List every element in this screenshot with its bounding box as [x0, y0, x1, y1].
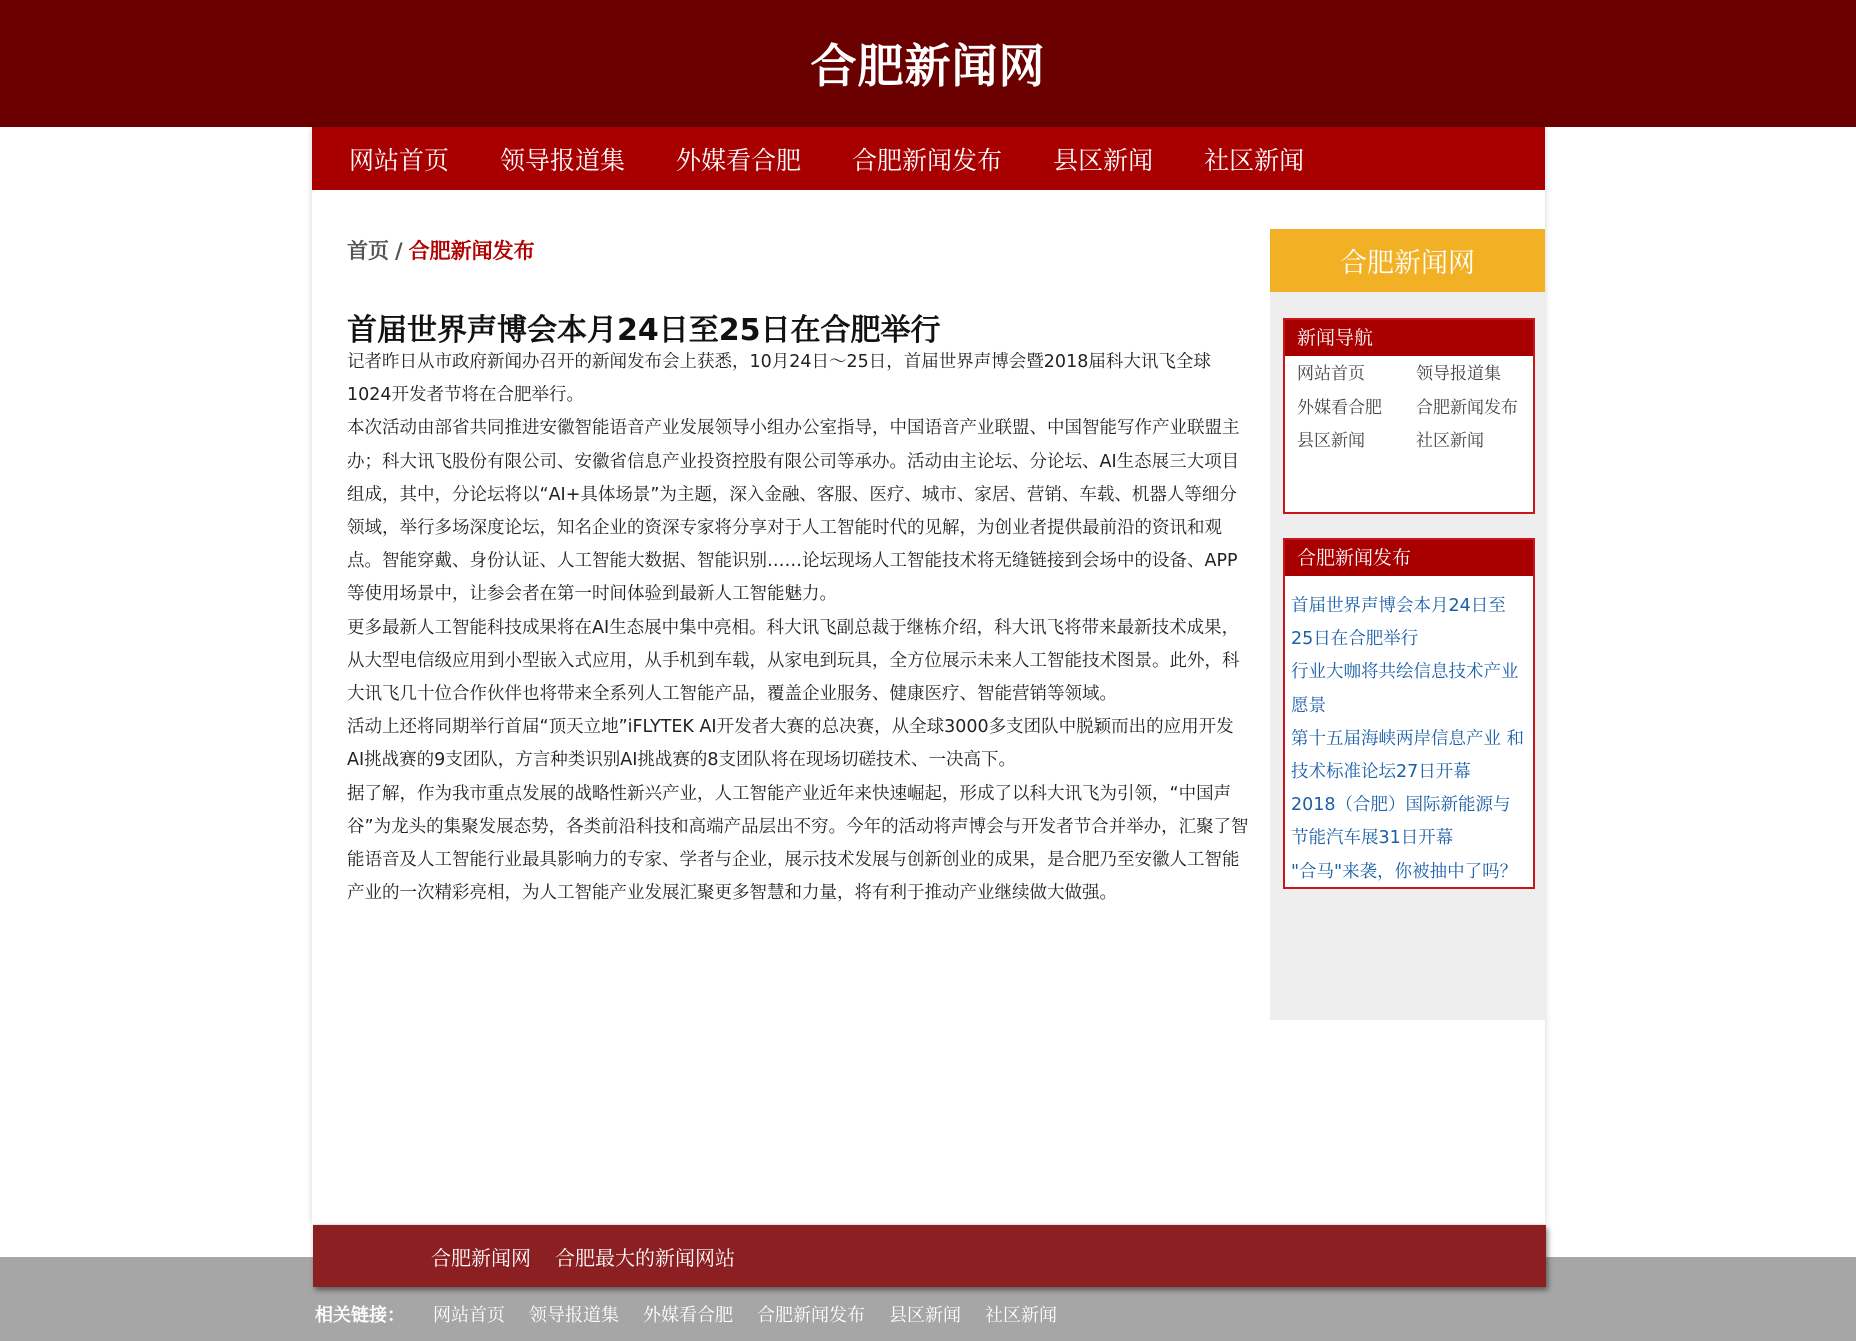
sidebar-nav-home[interactable]: 网站首页 [1297, 364, 1365, 384]
related-link-news-release[interactable]: 合肥新闻发布 [757, 1305, 865, 1326]
sidebar-nav-leader-reports[interactable]: 领导报道集 [1416, 364, 1501, 384]
sidebar-header: 合肥新闻网 [1270, 229, 1545, 292]
article-title: 首届世界声博会本月24日至25日在合肥举行 [347, 313, 941, 348]
nav-item-foreign-media[interactable]: 外媒看合肥 [676, 145, 802, 175]
news-navigation-box [1283, 318, 1535, 514]
footer-site-name: 合肥新闻网 [431, 1245, 531, 1270]
news-link[interactable]: 2018（合肥）国际新能源与节能汽车展31日开幕 [1291, 795, 1511, 849]
article-paragraph: 据了解，作为我市重点发展的战略性新兴产业，人工智能产业近年来快速崛起，形成了以科大讯飞为引领，“中国声谷”为龙头的集聚发展态势，各类前沿科技和高端产品层出不穷。今年的活动将声博会与开发者节合并举办，汇聚了智能语音及人工智能行业最具影响力的专家、学者与企业，展示技术发展与创新创业的成果，是合肥乃至安徽人工智能产业的一次精彩亮相，为人工智能产业发展汇聚更多智慧和力量，将有利于推动产业继续做大做强。 [347, 783, 1249, 904]
sidebar-nav-community-news[interactable]: 社区新闻 [1416, 431, 1484, 451]
breadcrumb [347, 235, 535, 265]
news-link[interactable]: 行业大咖将共绘信息技术产业愿景 [1291, 662, 1519, 716]
news-navigation-title: 新闻导航 [1285, 320, 1533, 356]
sidebar-nav-county-news[interactable]: 县区新闻 [1297, 431, 1365, 451]
article-paragraph: 更多最新人工智能科技成果将在AI生态展中集中亮相。科大讯飞副总裁于继栋介绍，科大讯飞将带来最新技术成果，从大型电信级应用到小型嵌入式应用，从手机到车载，从家电到玩具，全方位展示未来人工智能技术图景。此外，科大讯飞几十位合作伙伴也将带来全系列人工智能产品，覆盖企业服务、健康医疗、智能营销等领域。 [347, 617, 1240, 705]
header-band [0, 0, 1856, 127]
article-paragraph: 活动上还将同期举行首届“顶天立地”iFLYTEK AI开发者大赛的总决赛，从全球3000多支团队中脱颖而出的应用开发AI挑战赛的9支团队，方言种类识别AI挑战赛的8支团队将在现场切磋技术、一决高下。 [347, 717, 1234, 771]
nav-item-county-news[interactable]: 县区新闻 [1053, 145, 1154, 175]
page-container [312, 127, 1545, 1224]
nav-item-home[interactable]: 网站首页 [349, 145, 450, 175]
footer [313, 1225, 1546, 1287]
news-link[interactable]: 第十五届海峡两岸信息产业 和技术标准论坛27日开幕 [1291, 728, 1525, 783]
related-link-community-news[interactable]: 社区新闻 [985, 1305, 1057, 1326]
sidebar [1270, 229, 1545, 1020]
nav-item-news-release[interactable]: 合肥新闻发布 [852, 145, 1003, 175]
nav-item-leader-reports[interactable]: 领导报道集 [500, 145, 626, 175]
related-links [315, 1301, 1081, 1327]
sidebar-nav-news-release[interactable]: 合肥新闻发布 [1416, 397, 1518, 418]
article-body [347, 346, 1249, 910]
breadcrumb-current-link[interactable]: 合肥新闻发布 [408, 239, 535, 263]
breadcrumb-separator: / [395, 239, 403, 263]
main-nav [312, 127, 1545, 190]
news-release-title: 合肥新闻发布 [1285, 540, 1533, 576]
related-link-leader-reports[interactable]: 领导报道集 [529, 1305, 619, 1326]
sidebar-nav-foreign-media[interactable]: 外媒看合肥 [1297, 397, 1382, 418]
news-release-box [1283, 538, 1535, 889]
footer-tagline: 合肥最大的新闻网站 [555, 1245, 735, 1270]
related-links-label: 相关链接： [315, 1305, 405, 1326]
news-release-list [1285, 576, 1533, 889]
news-link[interactable]: 首届世界声博会本月24日至25日在合肥举行 [1291, 596, 1506, 650]
related-link-foreign-media[interactable]: 外媒看合肥 [643, 1305, 733, 1326]
nav-item-community-news[interactable]: 社区新闻 [1204, 145, 1305, 175]
article-paragraph: 本次活动由部省共同推进安徽智能语音产业发展领导小组办公室指导，中国语音产业联盟、中国智能写作产业联盟主办；科大讯飞股份有限公司、安徽省信息产业投资控股有限公司等承办。活动由主论坛、分论坛、AI生态展三大项目组成，其中，分论坛将以“AI+具体场景”为主题，深入金融、客服、医疗、城市、家居、营销、车载、机器人等细分领域，举行多场深度论坛，知名企业的资深专家将分享对于人工智能时代的见解，为创业者提供最前沿的资讯和观点。智能穿戴、身份认证、人工智能大数据、智能识别……论坛现场人工智能技术将无缝链接到会场中的设备、APP等使用场景中，让参会者在第一时间体验到最新人工智能魅力。 [347, 418, 1240, 605]
related-link-county-news[interactable]: 县区新闻 [889, 1305, 961, 1326]
site-title[interactable]: 合肥新闻网 [810, 39, 1046, 93]
news-navigation-links [1285, 356, 1533, 459]
news-link[interactable]: "合马"来袭，你被抽中了吗？ [1291, 861, 1518, 882]
related-link-home[interactable]: 网站首页 [433, 1305, 505, 1326]
article-paragraph: 记者昨日从市政府新闻办召开的新闻发布会上获悉，10月24日～25日，首届世界声博会暨2018届科大讯飞全球1024开发者节将在合肥举行。 [347, 352, 1211, 406]
breadcrumb-home-link[interactable]: 首页 [347, 239, 389, 263]
